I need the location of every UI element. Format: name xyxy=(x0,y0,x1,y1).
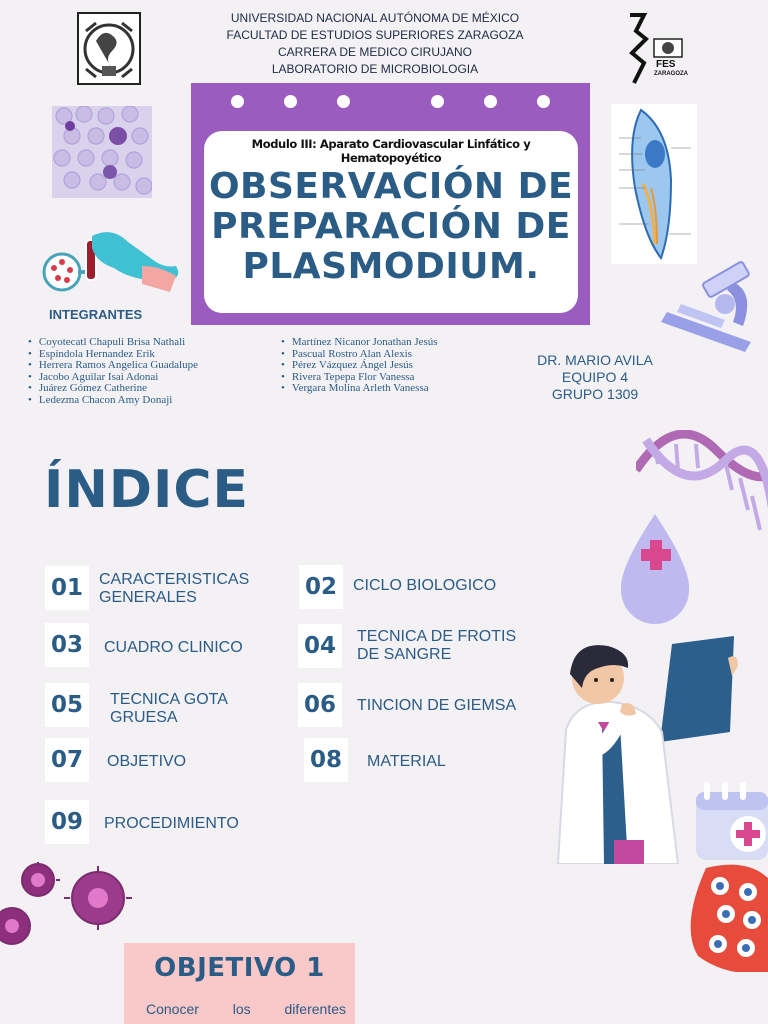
unam-logo-icon xyxy=(76,11,142,86)
title-line-1: OBSERVACIÓN DE xyxy=(208,166,574,207)
doctor-name: DR. MARIO AVILA xyxy=(537,352,653,368)
parasite-icon xyxy=(0,862,135,957)
index-number: 08 xyxy=(304,738,348,782)
title-line-3: PLASMODIUM. xyxy=(242,246,540,287)
fes-logo-subtext: ZARAGOZA xyxy=(654,71,688,77)
header-line-university: UNIVERSIDAD NACIONAL AUTÓNOMA DE MÉXICO xyxy=(230,11,520,25)
members-list-left xyxy=(28,337,198,406)
banner-dot xyxy=(284,95,297,108)
index-item-label: PROCEDIMIENTO xyxy=(104,815,239,832)
banner-dot xyxy=(231,95,244,108)
index-item-label: TECNICA DE FROTIS DE SANGRE xyxy=(357,628,517,663)
list-item: • Rivera Tepepa Flor Vanessa xyxy=(281,372,438,384)
list-item: • Pérez Vázquez Ángel Jesús xyxy=(281,360,438,372)
index-number: 04 xyxy=(298,624,342,668)
index-number: 06 xyxy=(298,683,342,727)
banner-dot xyxy=(537,95,550,108)
red-cell-icon xyxy=(686,862,768,972)
doctor-info xyxy=(515,352,675,403)
header-line-career: CARRERA DE MEDICO CIRUJANO xyxy=(277,45,473,59)
microscope-icon xyxy=(655,252,767,360)
objective-word: diferentes xyxy=(284,1001,346,1017)
index-item-label: CUADRO CLINICO xyxy=(104,639,243,656)
plasmodium-diagram-image xyxy=(611,104,697,264)
objective-word: Conocer xyxy=(146,1001,199,1017)
objective-word: los xyxy=(232,1001,251,1017)
glove-test-tube-icon xyxy=(40,228,180,306)
banner-dot xyxy=(484,95,497,108)
index-number: 02 xyxy=(299,565,343,609)
blood-smear-image xyxy=(52,106,152,198)
objective-title: OBJETIVO 1 xyxy=(154,953,325,983)
fes-zaragoza-logo-icon xyxy=(624,11,688,87)
calendar-icon xyxy=(690,778,768,862)
group-label: GRUPO 1309 xyxy=(551,386,639,402)
banner-dot xyxy=(431,95,444,108)
blood-drop-icon xyxy=(618,512,692,624)
index-item-label: CICLO BIOLOGICO xyxy=(353,577,497,594)
banner-card xyxy=(204,131,578,313)
title-line-2: PREPARACIÓN DE xyxy=(211,206,571,247)
institution-header xyxy=(190,10,560,78)
index-item-label: TECNICA GOTA GRUESA xyxy=(110,691,228,726)
page-title xyxy=(204,167,578,287)
index-item-label: MATERIAL xyxy=(367,753,446,770)
index-title: ÍNDICE xyxy=(44,460,250,520)
list-item: • Juárez Gómez Catherine xyxy=(28,383,198,395)
list-item: • Coyotecatl Chapuli Brisa Nathali xyxy=(28,337,198,349)
objective-text xyxy=(146,1001,346,1017)
index-item-label: OBJETIVO xyxy=(107,753,187,770)
list-item: • Ledezma Chacon Amy Donaji xyxy=(28,395,198,407)
banner-dot xyxy=(337,95,350,108)
index-number: 03 xyxy=(45,623,89,667)
list-item: • Herrera Ramos Angelica Guadalupe xyxy=(28,360,198,372)
index-item-label: TINCION DE GIEMSA xyxy=(357,697,517,714)
index-number: 07 xyxy=(45,738,89,782)
list-item: • Jacobo Aguilar Isai Adonai xyxy=(28,372,198,384)
integrantes-label: INTEGRANTES xyxy=(49,307,143,322)
list-item: • Vergara Molina Arleth Vanessa xyxy=(281,383,438,395)
index-number: 01 xyxy=(45,566,89,610)
title-banner xyxy=(191,83,590,325)
objective-card xyxy=(124,943,355,1024)
members-list-right xyxy=(281,337,438,395)
index-number: 05 xyxy=(45,683,89,727)
header-line-faculty: FACULTAD DE ESTUDIOS SUPERIORES ZARAGOZA xyxy=(226,28,524,42)
list-item: • Martínez Nicanor Jonathan Jesús xyxy=(281,337,438,349)
list-item: • Pascual Rostro Alan Alexis xyxy=(281,349,438,361)
index-number: 09 xyxy=(45,800,89,844)
module-subtitle: Modulo III: Aparato Cardiovascular Linfático y Hematopoyético xyxy=(251,137,531,165)
header-line-lab: LABORATORIO DE MICROBIOLOGIA xyxy=(271,62,479,76)
team-label: EQUIPO 4 xyxy=(561,369,629,385)
fes-logo-text: FES xyxy=(656,59,676,70)
list-item: • Espíndola Hernandez Erik xyxy=(28,349,198,361)
index-item-label: CARACTERISTICAS GENERALES xyxy=(99,571,250,606)
